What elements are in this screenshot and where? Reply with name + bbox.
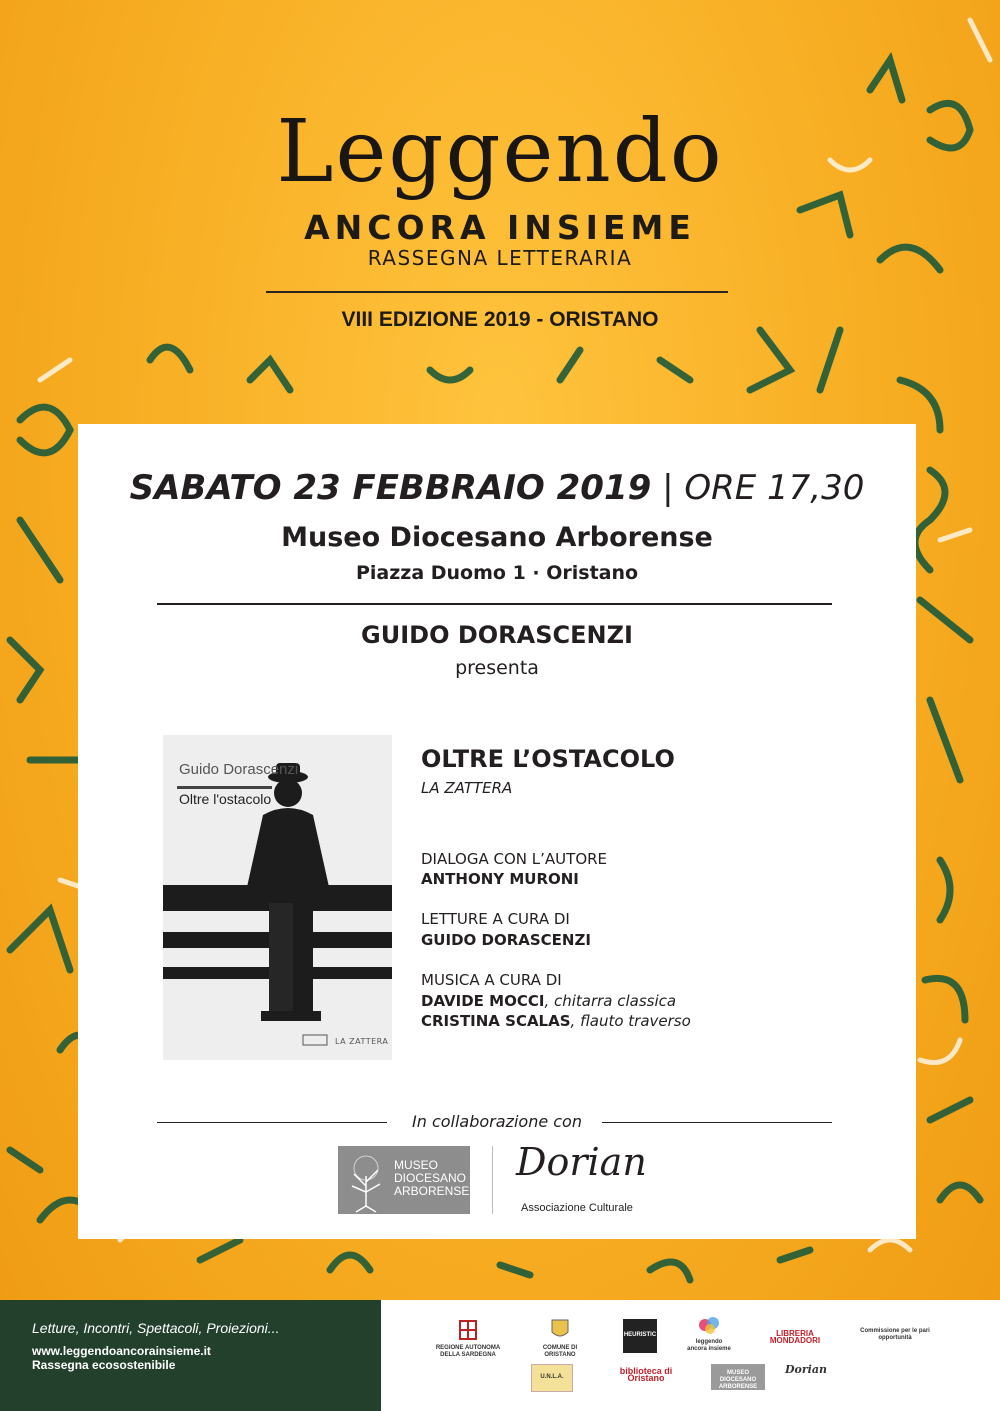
sponsor-museo-logo	[711, 1364, 765, 1390]
logo-title: Leggendo	[276, 102, 724, 202]
musician-name: CRISTINA SCALAS	[421, 1012, 571, 1030]
sponsor-unla-logo	[531, 1364, 573, 1392]
footer-info	[0, 1300, 381, 1411]
sponsor-name: Dorian	[785, 1363, 827, 1376]
book-cover	[163, 735, 392, 1060]
website-link[interactable]: www.leggendoancorainsieme.it	[32, 1344, 211, 1358]
dialogue-name: ANTHONY MURONI	[421, 870, 579, 888]
crest-icon	[550, 1318, 570, 1340]
cover-author: Guido Dorascenzi	[179, 761, 299, 778]
sponsor-name: MUSEO DIOCESANO ARBORENSE	[718, 1370, 758, 1390]
museo-logo-line: ARBORENSE	[394, 1184, 470, 1198]
readings-label: LETTURE A CURA DI	[421, 910, 570, 928]
music-label: MUSICA A CURA DI	[421, 971, 562, 989]
sponsor-name: COMUNE DI ORISTANO	[542, 1345, 578, 1358]
event-time: ORE 17,30	[684, 468, 865, 508]
musician-role: , flauto traverso	[570, 1012, 691, 1030]
cover-title: Oltre l'ostacolo	[179, 791, 272, 807]
dorian-logo: Dorian	[516, 1140, 647, 1184]
musician-row	[421, 1011, 691, 1030]
logo-tagline: RASSEGNA LETTERARIA	[367, 246, 633, 270]
date-separator: |	[651, 468, 685, 508]
sponsor-dorian-logo	[785, 1363, 827, 1376]
museo-logo-line: MUSEO	[394, 1158, 439, 1172]
sponsor-name: Commissione per le pari opportunità	[860, 1328, 930, 1341]
event-author: GUIDO DORASCENZI	[361, 621, 633, 649]
collaboration-label: In collaborazione con	[412, 1112, 582, 1131]
logo-separator	[492, 1146, 493, 1214]
collab-divider-right	[602, 1122, 832, 1123]
musician-name: DAVIDE MOCCI	[421, 992, 545, 1010]
museo-logo-line: DIOCESANO	[394, 1171, 467, 1185]
sponsor-pari-opportunita-logo	[859, 1328, 931, 1342]
sponsor-name: LIBRERIA MONDADORI	[769, 1329, 821, 1345]
dorian-association: Associazione Culturale	[521, 1202, 633, 1214]
event-date: SABATO 23 FEBBRAIO 2019	[129, 468, 652, 508]
card-divider	[157, 603, 832, 605]
logo-subtitle: ANCORA INSIEME	[304, 208, 696, 247]
edition-label: VIII EDIZIONE 2019 - ORISTANO	[341, 308, 659, 331]
book-title: OLTRE L’OSTACOLO	[421, 745, 675, 773]
sponsor-name: REGIONE AUTONOMA DELLA SARDEGNA	[435, 1345, 501, 1358]
museo-logo-text	[394, 1159, 469, 1198]
coat-of-arms-icon	[457, 1320, 479, 1340]
presents-label: presenta	[455, 657, 539, 679]
header-divider	[266, 291, 728, 293]
dialogue-label: DIALOGA CON L’AUTORE	[421, 850, 608, 868]
sponsor-biblioteca-logo	[611, 1368, 681, 1382]
sponsor-name: leggendo ancora insieme	[687, 1339, 731, 1352]
sponsor-leggendo-logo	[687, 1316, 731, 1353]
musician-role: , chitarra classica	[544, 992, 677, 1010]
book-publisher: LA ZATTERA	[421, 779, 513, 797]
sponsor-name: HEURISTIC	[623, 1332, 657, 1338]
footer-eco: Rassegna ecosostenibile	[32, 1358, 176, 1372]
sponsor-strip	[381, 1300, 1000, 1411]
readings-name: GUIDO DORASCENZI	[421, 931, 591, 949]
event-address: Piazza Duomo 1 · Oristano	[355, 562, 639, 584]
musician-row	[421, 991, 676, 1010]
sponsor-regione-logo	[433, 1320, 503, 1359]
tree-icon	[338, 1146, 394, 1214]
cover-illustration	[163, 735, 392, 1060]
sponsor-name: U.N.L.A.	[540, 1374, 564, 1380]
sponsor-name: biblioteca di Oristano	[619, 1366, 673, 1383]
colorful-logo-icon	[698, 1316, 720, 1334]
sponsor-comune-logo	[529, 1318, 591, 1359]
sponsor-mondadori-logo	[757, 1330, 833, 1344]
event-card	[78, 424, 916, 1239]
event-date-line	[78, 468, 916, 508]
event-venue: Museo Diocesano Arborense	[281, 522, 713, 553]
footer-tagline: Letture, Incontri, Spettacoli, Proiezioni...	[32, 1320, 280, 1336]
museo-logo	[338, 1146, 470, 1214]
cover-publisher: LA ZATTERA	[335, 1037, 389, 1046]
sponsor-heuristic-logo	[623, 1319, 657, 1353]
